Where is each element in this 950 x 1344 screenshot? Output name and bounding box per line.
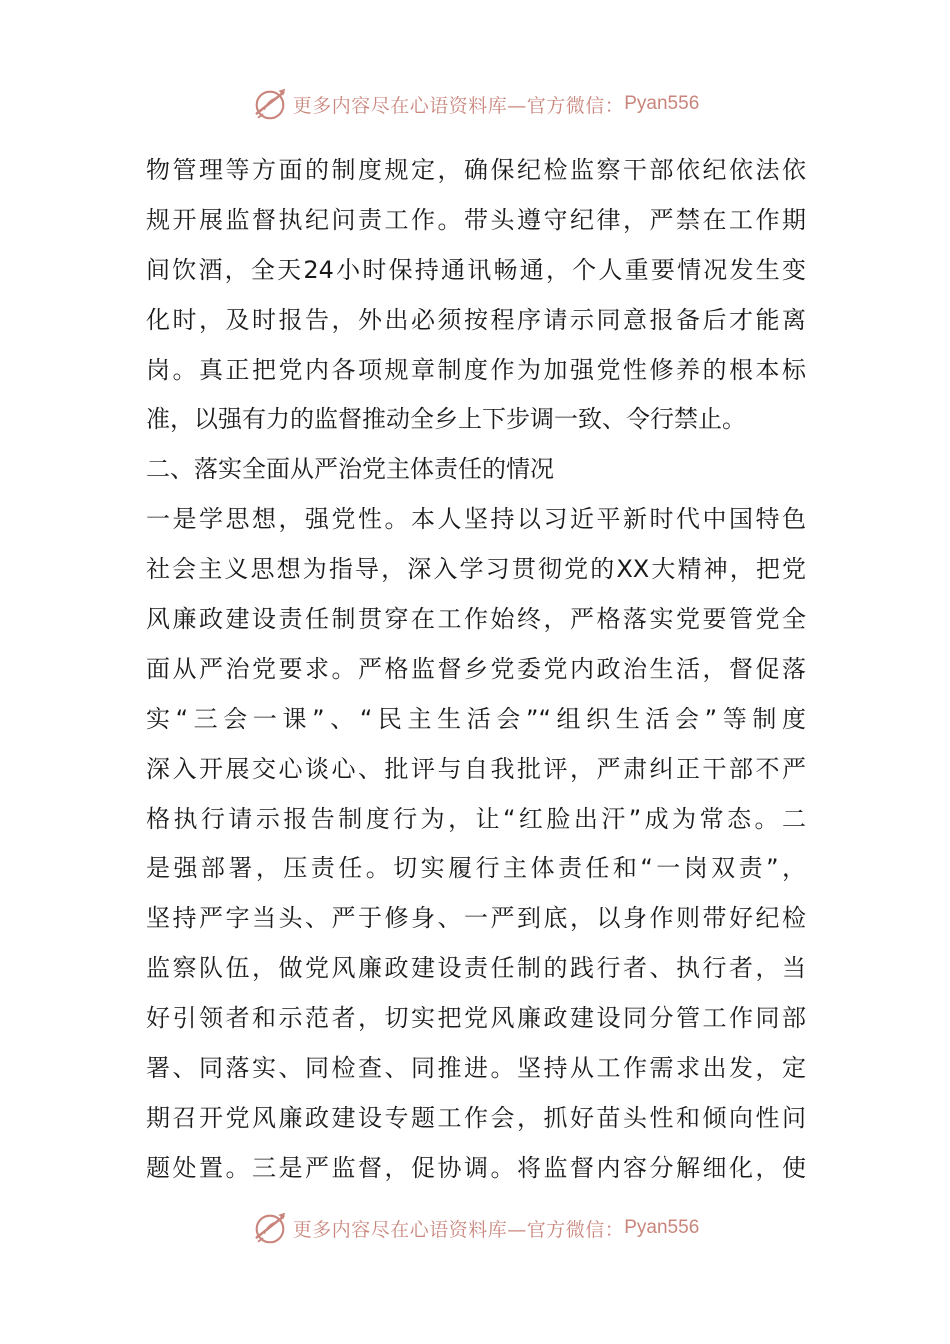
body-line: 规开展监督执纪问责工作。带头遵守纪律，严禁在工作期 <box>146 205 806 234</box>
body-line: 间饮酒，全天24小时保持通讯畅通，个人重要情况发生变 <box>146 255 806 284</box>
body-line: 一是学思想，强党性。本人坚持以习近平新时代中国特色 <box>146 505 806 534</box>
pen-logo-icon <box>251 1209 289 1247</box>
header-banner-handle: Pyan556 <box>624 93 700 114</box>
body-line: 题处置。三是严监督，促协调。将监督内容分解细化，使 <box>146 1153 806 1182</box>
body-line: 物管理等方面的制度规定，确保纪检监察干部依纪依法依 <box>146 156 806 184</box>
body-line: 格执行请示报告制度行为，让“红脸出汗”成为常态。二 <box>146 804 806 833</box>
body-line: 岗。真正把党内各项规章制度作为加强党性修养的根本标 <box>146 355 806 384</box>
document-body <box>146 146 806 1194</box>
section-heading: 二、落实全面从严治党主体责任的情况 <box>146 455 554 484</box>
body-line: 实“三会一课”、“民主生活会”“组织生活会”等制度 <box>146 704 806 733</box>
body-line: 好引领者和示范者，切实把党风廉政建设同分管工作同部 <box>146 1004 806 1033</box>
body-line: 面从严治党要求。严格监督乡党委党内政治生活，督促落 <box>146 654 806 683</box>
body-line: 化时，及时报告，外出必须按程序请示同意报备后才能离 <box>146 305 806 334</box>
pen-logo-icon <box>251 85 289 123</box>
footer-banner <box>0 1208 950 1248</box>
header-banner-text: 更多内容尽在心语资料库—官方微信： <box>292 94 625 117</box>
body-line: 准，以强有力的监督推动全乡上下步调一致、令行禁止。 <box>146 405 746 434</box>
body-line: 是强部署，压责任。切实履行主体责任和“一岗双责”， <box>146 854 806 883</box>
header-banner <box>0 84 950 124</box>
body-line: 坚持严字当头、严于修身、一严到底，以身作则带好纪检 <box>146 904 806 933</box>
body-line: 社会主义思想为指导，深入学习贯彻党的XX大精神，把党 <box>146 555 806 584</box>
footer-banner-handle: Pyan556 <box>624 1217 700 1238</box>
body-line: 风廉政建设责任制贯穿在工作始终，严格落实党要管党全 <box>146 605 806 634</box>
footer-banner-text: 更多内容尽在心语资料库—官方微信： <box>292 1218 625 1241</box>
body-line: 深入开展交心谈心、批评与自我批评，严肃纠正干部不严 <box>146 754 806 783</box>
body-line: 署、同落实、同检查、同推进。坚持从工作需求出发，定 <box>146 1054 806 1083</box>
body-line: 监察队伍，做党风廉政建设责任制的践行者、执行者，当 <box>146 954 806 983</box>
body-line: 期召开党风廉政建设专题工作会，抓好苗头性和倾向性问 <box>146 1103 806 1132</box>
